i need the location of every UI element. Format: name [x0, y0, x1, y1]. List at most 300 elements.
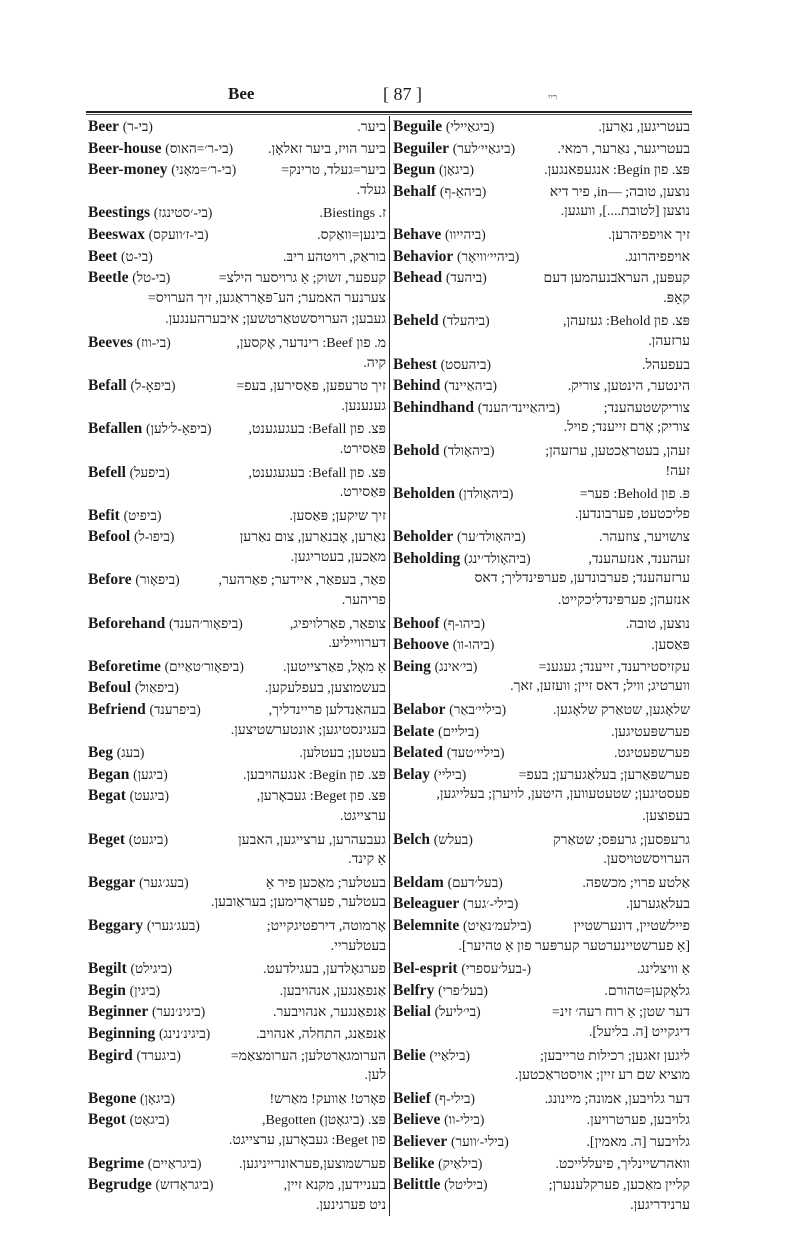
pronunciation: (בילי-וו): [444, 1112, 485, 1128]
definition-yiddish: אַנפאַנגער, אנהויבער.: [273, 1005, 386, 1021]
dictionary-entry: [88, 787, 386, 809]
definition-yiddish: פּצ. פון Befall: בעגעגענט,: [248, 465, 386, 481]
entry-continuation: [88, 550, 386, 572]
entry-english: [88, 1003, 205, 1021]
entry-continuation: [393, 939, 690, 961]
definition-yiddish: בינען=וואַקס.: [317, 227, 386, 243]
definition-yiddish: נוצען, טובה; —in, פיר דיא: [549, 184, 690, 200]
dictionary-entry: [393, 701, 690, 723]
right-column: [393, 118, 690, 1219]
pronunciation: (ביהאַיינד): [444, 378, 498, 394]
pronunciation: (בי-טל): [132, 270, 171, 286]
headword: Beholding: [393, 549, 461, 567]
definition-yiddish: זיך שיקען; פּאַסען.: [289, 508, 386, 524]
definition-yiddish: דער גלויבען, אמונה; מיינונג.: [544, 1091, 690, 1107]
entry-continuation: [393, 1198, 690, 1220]
entry-continuation: [88, 636, 386, 658]
dictionary-entry: [393, 895, 690, 917]
pronunciation: (ביליי׳באַר): [449, 702, 507, 718]
entry-continuation: [88, 593, 386, 615]
dictionary-entry: [88, 874, 386, 896]
dictionary-entry: [393, 248, 690, 270]
entry-english: [393, 1176, 487, 1194]
pronunciation: (בעג׳גער): [139, 874, 189, 890]
dictionary-entry: [88, 960, 386, 982]
entry-english: [393, 1133, 509, 1151]
definition-yiddish: דיגקייט [ה. בליעל].: [588, 1024, 690, 1040]
entry-continuation: [88, 809, 386, 831]
entry-continuation: [88, 442, 386, 464]
definition-yiddish: אַנפאַנגען, אנהויבען.: [279, 983, 386, 999]
definition-yiddish: בעטלעריי.: [330, 938, 386, 954]
definition-yiddish: בעפוצען.: [642, 809, 690, 824]
definition-yiddish: גלויבער [ה. מאמין].: [586, 1134, 690, 1150]
pronunciation: (ביפאָ-ל׳לען): [146, 421, 212, 437]
definition-yiddish: בעטריגער, נאַרער, רמאי.: [557, 141, 690, 157]
pronunciation: (ביהאַיינד׳הענד): [477, 399, 561, 415]
headword: Beer-money: [88, 161, 168, 179]
pronunciation: (ביפאָ-ל): [130, 378, 176, 394]
headword: Begird: [88, 1046, 133, 1064]
entry-english: [393, 1111, 484, 1129]
definition-yiddish: פליכטעט, פערבונדען.: [575, 506, 690, 522]
entry-english: [88, 420, 212, 438]
dictionary-entry: [393, 1133, 690, 1155]
definition-yiddish: פּצ. פון Behold: געזעהן,: [563, 314, 690, 330]
headword: Beggary: [88, 916, 144, 934]
dictionary-entry: [88, 1090, 386, 1112]
definition-yiddish: אָרמוטה, דירפטיגקייט;: [266, 918, 386, 934]
pronunciation: (ביפיט): [123, 507, 162, 523]
pronunciation: (ביגאָן): [438, 162, 475, 178]
entry-english: [393, 356, 491, 374]
dictionary-entry: [393, 485, 690, 507]
entry-english: [88, 615, 243, 633]
definition-yiddish: פאַר, בעפאַר, איידער; פאַרהער,: [218, 573, 386, 589]
definition-yiddish: לען.: [364, 1068, 386, 1084]
dictionary-entry: [88, 1025, 386, 1047]
entry-english: [393, 1090, 475, 1108]
pronunciation: (ביהייוו): [444, 226, 486, 242]
pronunciation: (ביגעט): [128, 831, 169, 847]
headword: Beg: [88, 744, 113, 762]
definition-yiddish: זעהענד, אנזעהענד,: [588, 551, 690, 567]
definition-yiddish: זעהן, בעטראַכטען, ערזעהן;: [545, 443, 690, 459]
dictionary-entry: [393, 1003, 690, 1025]
definition-yiddish: בעניידען, מקנא זיין,: [283, 1178, 386, 1194]
pronunciation: (ביהו-ף): [443, 615, 486, 631]
pronunciation: (ביהאָולד׳ער): [457, 529, 526, 545]
headword: Behind: [393, 377, 441, 395]
entry-english: [393, 485, 513, 503]
pronunciation: (ביהעלד): [442, 313, 490, 329]
pronunciation: (ביגינ׳נער): [152, 1004, 206, 1020]
pronunciation: (ביגילט): [130, 961, 173, 977]
pronunciation: (ביהאָולד׳ינג): [463, 550, 531, 566]
entry-english: [88, 787, 169, 805]
dictionary-entry: [393, 118, 690, 140]
pronunciation: (ביליי): [433, 766, 467, 782]
definition-yiddish: בעטלער, פעראָרימען; בעראַובען.: [210, 895, 386, 911]
pronunciation: (ביהאָולד): [443, 442, 495, 458]
entry-continuation: [88, 485, 386, 507]
entry-english: [88, 204, 212, 222]
headword: Begun: [393, 161, 436, 179]
dictionary-entry: [393, 723, 690, 745]
headword: Beginning: [88, 1024, 156, 1042]
entry-english: [393, 248, 519, 266]
entry-english: [393, 615, 485, 633]
pronunciation: (בעל׳עספרי-): [461, 961, 531, 977]
entry-english: [393, 118, 494, 136]
pronunciation: (בילי-׳ווער): [450, 1133, 509, 1149]
pronunciation: (בילי-׳גער): [463, 896, 519, 912]
entry-english: [88, 226, 208, 244]
headword: Believer: [393, 1132, 448, 1150]
pronunciation: (ביגערד): [136, 1047, 181, 1063]
entry-english: [393, 723, 479, 741]
entry-continuation: [88, 183, 386, 205]
entry-english: [393, 269, 487, 287]
pronunciation: (ביהאָולדן): [458, 486, 514, 502]
headword: Begin: [88, 981, 126, 999]
definition-yiddish: הערומגאַרטלען; הערומצאַמ=: [230, 1048, 386, 1064]
dictionary-entry: [393, 831, 690, 853]
entry-english: [393, 701, 506, 719]
definition-yiddish: [אַ פערשטיינערטער קערפּער פון אַ טהיער].: [458, 938, 690, 954]
definition-yiddish: פערגאָלדען, בעגילדעט.: [262, 962, 386, 978]
definition-yiddish: פערשפעטיגט.: [613, 746, 690, 762]
dictionary-entry: [88, 701, 386, 723]
headword: Beget: [88, 830, 126, 848]
definition-yiddish: פריהער.: [341, 593, 386, 609]
headword: Beforetime: [88, 657, 161, 675]
definition-yiddish: פיילשטיין, דונערשטיין: [573, 918, 690, 934]
headword: Befool: [88, 528, 131, 546]
entry-continuation: [88, 399, 386, 421]
definition-yiddish: צושויער, צוזעהר.: [598, 530, 690, 546]
definition-yiddish: קאָפּ.: [663, 290, 690, 306]
entry-english: [393, 766, 466, 784]
column-divider: [389, 116, 390, 1216]
headword: Being: [393, 657, 431, 675]
headword: Beginner: [88, 1003, 149, 1021]
dictionary-entry: [393, 183, 690, 205]
headword: Befriend: [88, 701, 146, 719]
definition-yiddish: בעפעהל.: [641, 357, 690, 373]
definition-yiddish: בעשמוצען, בעפלעקען.: [264, 681, 386, 697]
definition-yiddish: נוצען [לטובת....], וועגען.: [560, 204, 690, 220]
dictionary-entry: [88, 1111, 386, 1133]
headword: Belated: [393, 744, 443, 762]
dictionary-entry: [88, 334, 386, 356]
entry-english: [88, 248, 153, 266]
definition-yiddish: בעגינסטיגען; אונטערשטיצען.: [230, 722, 386, 738]
definition-yiddish: קיה.: [363, 355, 386, 371]
entry-english: [88, 377, 176, 395]
pronunciation: (בי׳ליעל): [434, 1004, 481, 1020]
definition-yiddish: פעסטיגען; שטעטעווען, היטען, לויערן; בעלייגען,: [436, 787, 690, 803]
dictionary-entry: [88, 420, 386, 442]
dictionary-entry: [393, 1090, 690, 1112]
dictionary-entry: [393, 356, 690, 378]
dictionary-entry: [88, 917, 386, 939]
pronunciation: (ביגאַיילי): [445, 119, 495, 134]
pronunciation: (ביפאָור׳הענד): [168, 615, 243, 631]
pronunciation: (בעג׳גערי): [146, 917, 200, 933]
definition-yiddish: נאַרען, אָבנאַרען, צום נאַרען: [239, 530, 386, 546]
dictionary-entry: [88, 766, 386, 788]
definition-yiddish: קעפער, זשוק; אַ גרויסער הילצ=: [218, 271, 386, 287]
headword: Belay: [393, 765, 431, 783]
definition-yiddish: זיך טרעפען, פאַסירען, בעפ=: [236, 379, 386, 395]
headword: Begat: [88, 787, 126, 805]
definition-yiddish: געבעהרען, ערצייגען, האבען: [238, 832, 386, 848]
entry-english: [393, 226, 486, 244]
headword: Belemnite: [393, 916, 460, 934]
definition-yiddish: ביער הויז, ביער זאלאָן.: [268, 141, 386, 157]
headword: Befoul: [88, 679, 132, 697]
definition-yiddish: צוריק; אָרם זייענד; פויל.: [563, 420, 690, 436]
pronunciation: (בי-ר׳=האוס): [165, 140, 234, 156]
definition-yiddish: ערזעהן.: [648, 333, 690, 349]
entry-english: [88, 1025, 210, 1043]
pronunciation: (ביפו-ל): [133, 529, 175, 545]
dictionary-entry: [393, 528, 690, 550]
entry-continuation: [88, 312, 386, 334]
dictionary-entry: [393, 615, 690, 637]
headword: Begone: [88, 1089, 137, 1107]
dictionary-entry: [393, 982, 690, 1004]
definition-yiddish: ליגען זאגען; רכילות טרייבען;: [539, 1048, 690, 1064]
pronunciation: (ביהיי׳וויאָר): [457, 248, 520, 264]
pronunciation: (בעלש): [433, 831, 473, 847]
headword: Before: [88, 571, 132, 589]
definition-yiddish: פאָרט! אַוועק! מאַרש!: [269, 1091, 386, 1107]
dictionary-entry: [393, 1155, 690, 1177]
entry-continuation: [88, 1068, 386, 1090]
pronunciation: (ביגינ׳נינג): [158, 1025, 211, 1041]
dictionary-entry: [88, 615, 386, 637]
dictionary-entry: [88, 528, 386, 550]
dictionary-entry: [88, 1047, 386, 1069]
definition-yiddish: אַ קינד.: [348, 852, 386, 868]
dictionary-entry: [393, 1176, 690, 1198]
dictionary-entry: [393, 140, 690, 162]
entry-english: [393, 744, 505, 762]
entry-continuation: [88, 895, 386, 917]
entry-english: [393, 658, 477, 676]
entry-continuation: [393, 809, 690, 831]
entry-continuation: [88, 852, 386, 874]
definition-yiddish: גענענען.: [341, 398, 386, 414]
definition-yiddish: געבען; הערויסשטאַרטשען; איבערהענגען.: [165, 312, 386, 328]
pronunciation: (ביהעד): [445, 270, 487, 286]
dictionary-entry: [88, 831, 386, 853]
pronunciation: (ביהו-וו): [452, 637, 495, 653]
definition-yiddish: פּ. פון Behold: פער=: [579, 487, 690, 503]
pronunciation: (ביהעסט): [440, 356, 491, 372]
dictionary-entry: [393, 161, 690, 183]
definition-yiddish: ז. Biestings.: [319, 206, 386, 222]
pronunciation: (ביגראָדזש): [155, 1177, 214, 1193]
pronunciation: (בעג): [116, 745, 145, 761]
entry-continuation: [393, 464, 690, 486]
dictionary-entry: [88, 377, 386, 399]
pronunciation: (ביגעט): [129, 788, 169, 804]
left-column: [88, 118, 386, 1219]
entry-english: [88, 960, 172, 978]
entry-english: [88, 1111, 169, 1129]
headword: Begilt: [88, 960, 127, 978]
definition-yiddish: אויפפיהרונג.: [624, 249, 690, 265]
headword: Belike: [393, 1154, 435, 1172]
definition-yiddish: שלאָגען, שטאַרק שלאָגען.: [552, 703, 690, 719]
pronunciation: (בי-ווז): [136, 334, 171, 350]
definition-yiddish: פּאַסירט.: [339, 441, 386, 457]
entry-continuation: [88, 1198, 386, 1220]
dictionary-entry: [88, 571, 386, 593]
entry-continuation: [88, 356, 386, 378]
pronunciation: (ביגאַיי׳לער): [452, 140, 516, 156]
definition-yiddish: מ. פון Beef: רינדער, אָקסען,: [236, 335, 386, 351]
definition-yiddish: אַלטע פרוי; מכשפה.: [582, 875, 690, 891]
definition-yiddish: ערנידריגען.: [630, 1197, 690, 1213]
headword: Befit: [88, 506, 120, 524]
definition-yiddish: ערצייגט.: [339, 809, 386, 824]
definition-yiddish: בעטלער; מאַכען פיר אַ: [265, 875, 386, 891]
definition-yiddish: קליין מאַכען, פערקלענערן;: [548, 1178, 690, 1194]
pronunciation: (בי׳אינג): [434, 658, 478, 674]
headword: Behalf: [393, 182, 437, 200]
headword: Behoove: [393, 636, 449, 654]
entry-english: [88, 831, 168, 849]
definition-yiddish: בעלאַגערען.: [625, 897, 690, 913]
headword: Began: [88, 765, 130, 783]
headword: Beet: [88, 247, 118, 265]
entry-english: [393, 312, 490, 330]
entry-english: [393, 982, 488, 1000]
entry-english: [88, 334, 171, 352]
pronunciation: (בי-ר׳=מאָני): [171, 162, 237, 178]
pronunciation: (ביגאָן): [139, 1090, 176, 1106]
pronunciation: (בי-ט): [121, 248, 153, 264]
dictionary-entry: [88, 161, 386, 183]
definition-yiddish: וואהרשיינליך, פיעללייכט.: [555, 1156, 690, 1172]
entry-continuation: [393, 420, 690, 442]
dictionary-entry: [393, 1111, 690, 1133]
definition-yiddish: נוצען, טובה.: [625, 616, 690, 632]
headword: Beeswax: [88, 225, 145, 243]
dictionary-entry: [393, 312, 690, 334]
entry-english: [393, 1003, 481, 1021]
definition-yiddish: קעפּען, הערא̈בנעהמען דעם: [543, 271, 690, 287]
definition-yiddish: אנזעהן; פערפּינדליכקייט.: [557, 593, 690, 609]
entry-english: [88, 571, 180, 589]
definition-yiddish: ביער.: [357, 120, 386, 135]
dictionary-entry: [393, 658, 690, 680]
definition-yiddish: צערנער האמער; הע־פּאָרראַגען, זיך הערויס=: [147, 290, 386, 306]
entry-continuation: [393, 334, 690, 356]
headword: Beggar: [88, 873, 136, 891]
pronunciation: (ביליים): [438, 723, 479, 739]
entry-english: [88, 140, 233, 158]
entry-english: [393, 377, 497, 395]
dictionary-entry: [88, 1176, 386, 1198]
pronunciation: (ביפרענד): [149, 702, 201, 718]
pronunciation: (ביליטל): [444, 1177, 488, 1193]
dictionary-entry: [88, 464, 386, 486]
entry-english: [88, 507, 161, 525]
entry-english: [393, 636, 494, 654]
pronunciation: (ביגין): [129, 982, 161, 998]
entry-english: [88, 701, 201, 719]
pronunciation: (ביליי׳טעד): [446, 745, 505, 761]
headword: Behoof: [393, 614, 440, 632]
headword: Befall: [88, 377, 127, 395]
entry-english: [393, 1047, 470, 1065]
pronunciation: (ביגאָט): [129, 1112, 170, 1128]
entry-english: [393, 895, 518, 913]
entry-english: [88, 744, 144, 762]
entry-english: [88, 679, 179, 697]
entry-english: [393, 874, 503, 892]
headword: Behead: [393, 269, 443, 287]
dictionary-entry: [393, 399, 690, 421]
entry-english: [393, 528, 526, 546]
entry-english: [88, 1090, 175, 1108]
headword: Beholder: [393, 528, 454, 546]
headword: Belate: [393, 722, 435, 740]
pronunciation: (ביפאָור): [135, 572, 180, 588]
headword: Beguile: [393, 118, 443, 135]
entry-english: [393, 399, 560, 417]
definition-yiddish: דער שטן; אַ רוח רעה׳ זינ=: [551, 1005, 690, 1021]
headword: Belfry: [393, 981, 435, 999]
guide-word: Bee: [228, 84, 255, 103]
entry-english: [88, 1155, 201, 1173]
definition-yiddish: צוריקשטעהענד;: [603, 400, 690, 416]
headword: Beguiler: [393, 139, 449, 157]
entry-english: [393, 960, 531, 978]
definition-yiddish: בעהאַנדלען פריינדליך,: [268, 703, 386, 719]
entry-english: [88, 161, 236, 179]
pronunciation: (ביהאַ-ף): [439, 183, 487, 199]
entry-continuation: [393, 1025, 690, 1047]
definition-yiddish: צופאַר, פאַרלויפיג,: [289, 616, 386, 632]
headword: Befallen: [88, 420, 143, 438]
headword: Belabor: [393, 701, 446, 719]
entry-english: [88, 1176, 214, 1194]
pronunciation: (ביפאַול): [134, 680, 179, 696]
pronunciation: (בילאַיי): [429, 1047, 471, 1063]
entry-english: [393, 183, 486, 201]
entry-english: [393, 161, 474, 179]
dictionary-entry: [88, 507, 386, 529]
dictionary-entry: [88, 658, 386, 680]
entry-english: [88, 917, 200, 935]
headword: Befell: [88, 463, 126, 481]
headword: Beforehand: [88, 614, 166, 632]
entry-english: [393, 831, 473, 849]
definition-yiddish: עקזיסטירענד, זייענד; געגענ=: [538, 659, 690, 675]
entry-continuation: [393, 507, 690, 529]
headword: Behavior: [393, 247, 454, 265]
dictionary-entry: [393, 636, 690, 658]
headword: Believe: [393, 1111, 441, 1129]
definition-yiddish: ערזעהענד; פערבונדען, פערפּינדליך; דאס: [474, 571, 690, 587]
dictionary-entry: [88, 269, 386, 291]
